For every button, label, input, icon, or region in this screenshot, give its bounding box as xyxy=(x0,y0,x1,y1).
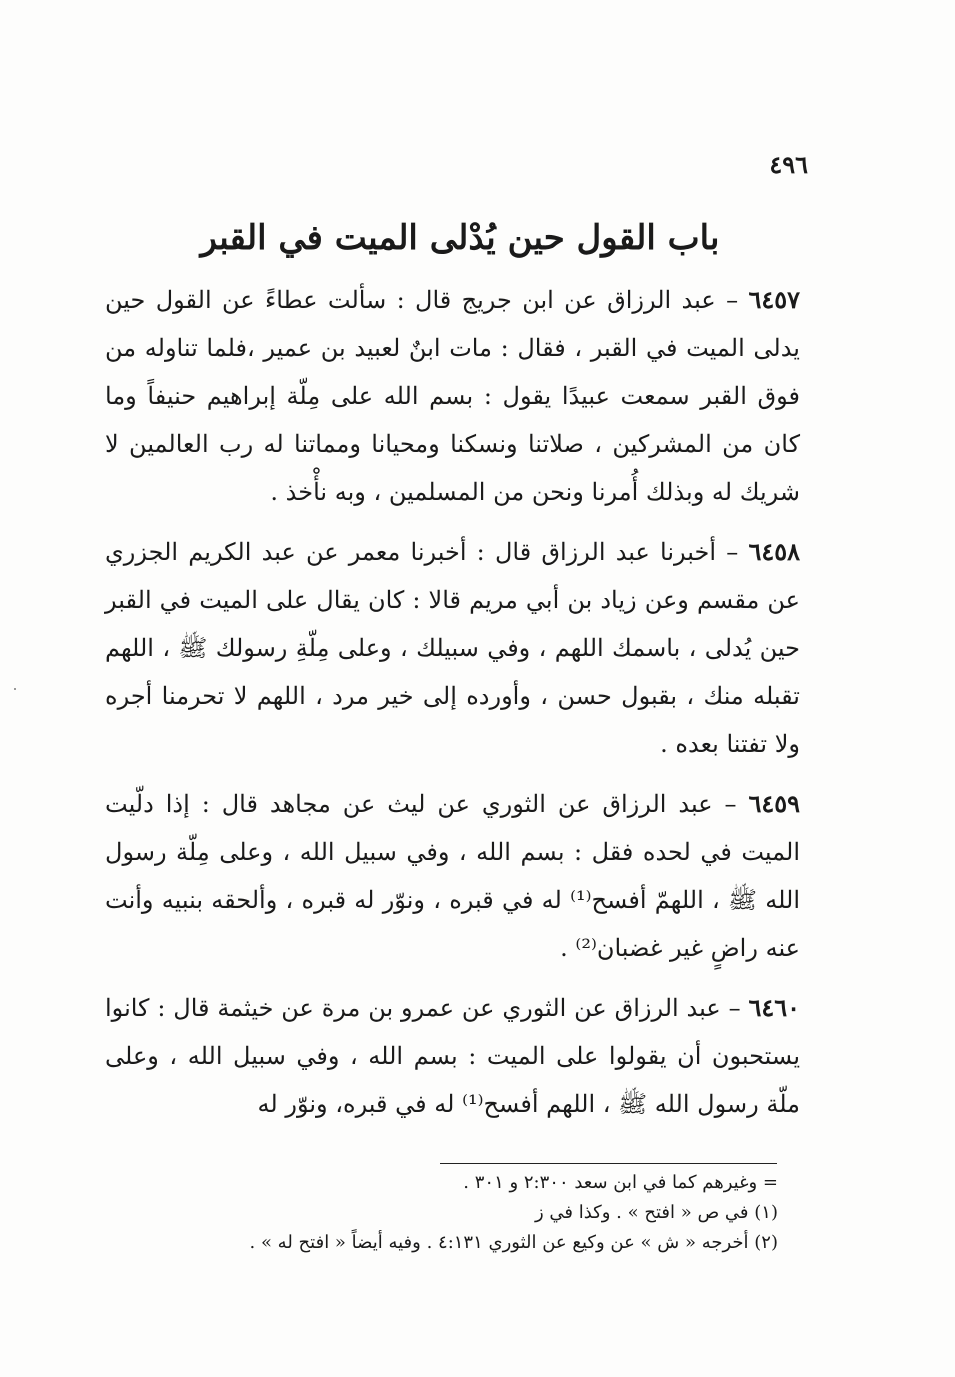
hadith-paragraph xyxy=(105,528,800,768)
chapter-title: باب القول حين يُدْلى الميت في القبر xyxy=(200,218,720,258)
footnote-divider xyxy=(440,1163,777,1164)
hadith-number: ٦٤٥٩ xyxy=(748,789,801,818)
footnote-continuation: = وغيرهم كما في ابن سعد ٢:٣٠٠ و ٣٠١ . xyxy=(463,1172,778,1193)
footnote-2: (٢) أخرجه « ش » عن وكيع عن الثوري ٤:١٣١ . وفيه أيضاً « افتح له » . xyxy=(249,1232,778,1253)
page-number: ٤٩٦ xyxy=(769,150,808,179)
body-text xyxy=(105,276,800,1140)
hadith-text: – عبد الرزاق عن الثوري عن عمرو بن مرة عن خيثمة قال : كانوا يستحبون أن يقولوا على الميت : بسم الله ، وفي سبيل الله ، وعلى ملّة رسول الله ﷺ ، اللهم أفسح⁽¹⁾ له في قبره، ونوّر له xyxy=(105,994,800,1118)
hadith-paragraph xyxy=(105,780,800,972)
hadith-text: – عبد الرزاق عن ابن جريج قال : سألت عطاءً عن القول حين يدلى الميت في القبر ، فقال : مات ابنٌ لعبيد بن عمير ،فلما تناوله من فوق القبر سمعت عبيدًا يقول : بسم الله على مِلّة إبراهيم حنيفاً وما كان من المشركين ، صلاتنا ونسكنا ومحيانا ومماتنا له رب العالمين لا شريك له وبذلك أُمرنا ونحن من المسلمين ، وبه نأْخذ . xyxy=(105,286,800,506)
footnote-1: (١) في ص « افتح » . وكذا في ز xyxy=(534,1202,778,1223)
hadith-number: ٦٤٥٨ xyxy=(748,537,800,566)
hadith-number: ٦٤٥٧ xyxy=(748,285,800,314)
hadith-text: – عبد الرزاق عن الثوري عن ليث عن مجاهد قال : إذا دلّيت الميت في لحده فقل : بسم الله ، وفي سبيل الله ، وعلى مِلّة رسول الله ﷺ ، اللهمّ أفسح⁽¹⁾ له في قبره ، ونوّر له قبره ، وألحقه بنبيه وأنت عنه راضٍ غير غضبان⁽²⁾ . xyxy=(105,790,800,962)
scan-speck xyxy=(14,688,16,690)
hadith-text: – أخبرنا عبد الرزاق قال : أخبرنا معمر عن عبد الكريم الجزري عن مقسم وعن زياد بن أبي مريم قالا : كان يقال على الميت في القبر حين يُدلى ، باسمك اللهم ، وفي سبيلك ، وعلى مِلّةِ رسولك ﷺ ، اللهم تقبله منك ، بقبول حسن ، وأورده إلى خير مرد ، اللهم لا تحرمنا أجره ولا تفتنا بعده . xyxy=(105,538,800,758)
hadith-number: ٦٤٦٠ xyxy=(748,993,800,1022)
hadith-paragraph xyxy=(105,984,800,1128)
hadith-paragraph xyxy=(105,276,800,516)
footnotes xyxy=(118,1168,778,1258)
